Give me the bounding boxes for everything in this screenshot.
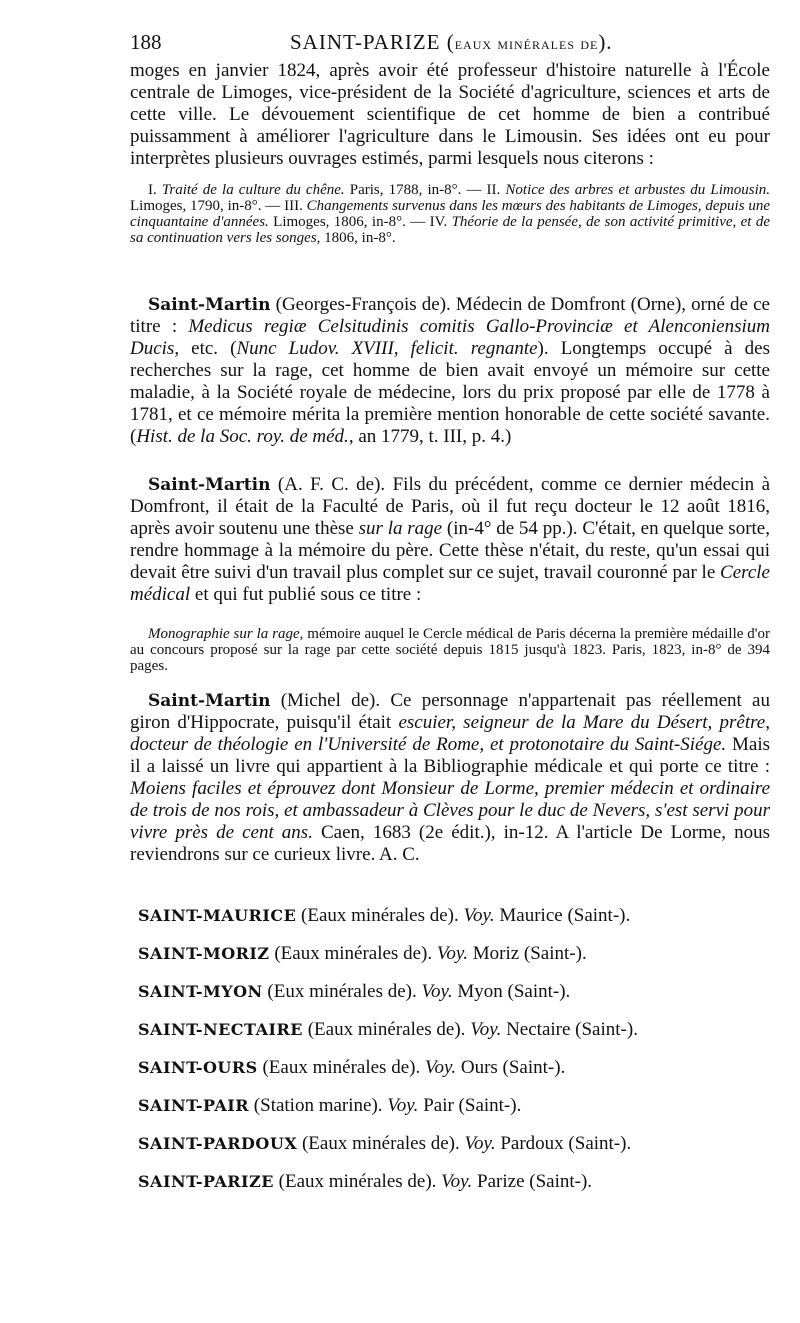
cross-reference-entry: SAINT-MORIZ (Eaux minérales de). Voy. Moriz (Saint-). [138,943,587,964]
author-signature: A. C. [379,844,420,865]
cross-reference-list [138,902,758,1206]
cross-reference-entry: SAINT-OURS (Eaux minérales de). Voy. Ours (Saint-). [138,1057,566,1078]
entry-saint-martin-afc: Saint-Martin (A. F. C. de). Fils du précédent, comme ce dernier médecin à Domfront, il était de la Faculté de Paris, où il fut reçu docteur le 12 août 1816, après avoir soutenu une thèse sur la rage (in-4° de 54 pp.). C'était, en quelque sorte, rendre hommage à la mémoire du père. Cette thèse n'était, du reste, qu'un essai qui devait être suivi d'un travail plus complet sur ce sujet, travail couronné par le Cercle médical et qui fut publié sous ce titre : [130,474,770,605]
bibliography-list: I. Traité de la culture du chêne. Paris, 1788, in-8°. — II. Notice des arbres et arbustes du Limousin. Limoges, 1790, in-8°. — III. Changements survenus dans les mœurs des habitants de Limoges, depuis une cinquantaine d'années. Limoges, 1806, in-8°. — IV. Théorie de la pensée, de son activité primitive, et de sa continuation vers les songes, 1806, in-8°. [130,182,770,246]
running-title: SAINT-PARIZE (eaux minérales de). [290,30,613,54]
entry-name: Saint-Martin [148,295,271,315]
cross-reference-entry: SAINT-PARIZE (Eaux minérales de). Voy. Parize (Saint-). [138,1171,593,1192]
cross-reference-entry: SAINT-PARDOUX (Eaux minérales de). Voy. Pardoux (Saint-). [138,1133,632,1154]
running-header [130,30,770,56]
entry-saint-martin-georges: Saint-Martin (Georges-François de). Médecin de Domfront (Orne), orné de ce titre : Medicus regiæ Celsitudinis comitis Gallo-Provinciæ et Alenconiensium Ducis, etc. (Nunc Ludov. XVIII, felicit. regnante). Longtemps occupé à des recherches sur la rage, cet homme de bien avait envoyé un mémoire sur cette maladie, à la Société royale de médecine, lors du prix proposé par elle de 1778 à 1781, et ce mémoire mérita la première mention honorable de cette société savante. (Hist. de la Soc. roy. de méd., an 1779, t. III, p. 4.) [130,294,770,447]
page-number: 188 [130,30,162,54]
entry-name: Saint-Martin [148,691,271,711]
paragraph-continuation: moges en janvier 1824, après avoir été professeur d'histoire naturelle à l'École centrale de Limoges, vice-président de la Société d'agriculture, sciences et arts de cette ville. Le dévouement scientifique de cet homme de bien a contribué puissamment à améliorer l'agriculture dans le Limousin. Ses idées ont eu pour interprètes plusieurs ouvrages estimés, parmi lesquels nous citerons : [130,60,770,169]
cross-reference-entry: SAINT-MAURICE (Eaux minérales de). Voy. Maurice (Saint-). [138,905,631,926]
cross-reference-entry: SAINT-PAIR (Station marine). Voy. Pair (Saint-). [138,1095,522,1116]
publication-note: Monographie sur la rage, mémoire auquel le Cercle médical de Paris décerna la première médaille d'or au concours proposé sur la rage par cette société depuis 1815 jusqu'à 1823. Paris, 1823, in-8° de 394 pages. [130,626,770,674]
cross-reference-entry: SAINT-NECTAIRE (Eaux minérales de). Voy. Nectaire (Saint-). [138,1019,638,1040]
entry-saint-martin-michel: Saint-Martin (Michel de). Ce personnage n'appartenait pas réellement au giron d'Hippocrate, puisqu'il était escuier, seigneur de la Mare du Désert, prêtre, docteur de théologie en l'Université de Rome, et protonotaire du Saint-Siége. Mais il a laissé un livre qui appartient à la Bibliographie médicale et qui porte ce titre : Moiens faciles et éprouvez dont Monsieur de Lorme, premier médecin et ordinaire de trois de nos rois, et ambassadeur à Clèves pour le duc de Nevers, s'est servi pour vivre près de cent ans. Caen, 1683 (2e édit.), in-12. A l'article De Lorme, nous reviendrons sur ce curieux livre. A. C. [130,690,771,865]
cross-reference-entry: SAINT-MYON (Eux minérales de). Voy. Myon (Saint-). [138,981,571,1002]
entry-name: Saint-Martin [148,475,271,495]
